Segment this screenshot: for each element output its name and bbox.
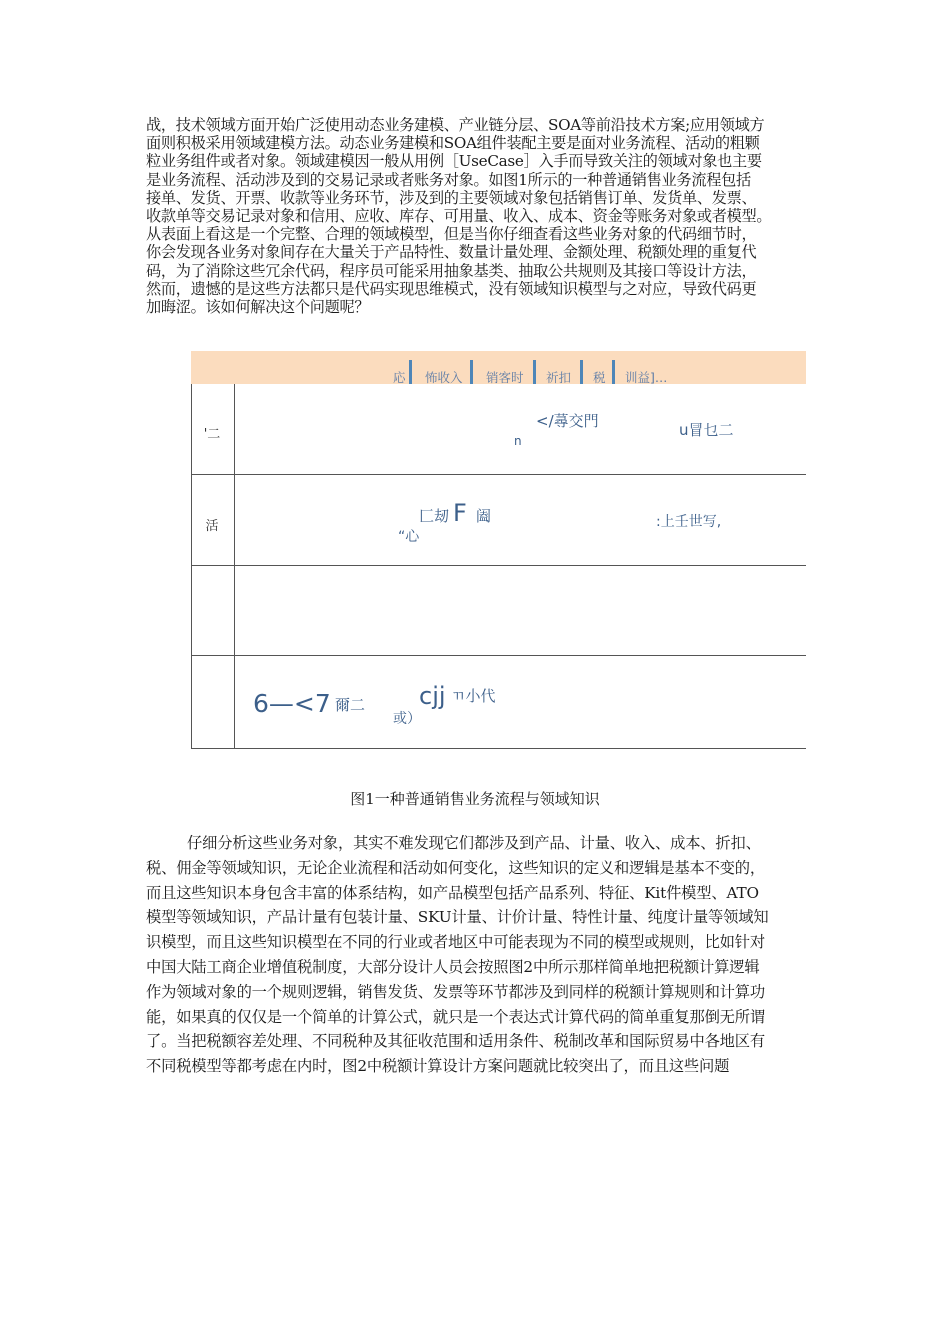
figure-cell-text: F: [453, 499, 467, 527]
text-line: 然而，遗憾的是这些方法都只是代码实现思维模式，没有领域知识模型与之对应，导致代码更: [146, 279, 757, 298]
header-item: 税: [593, 371, 606, 384]
figure-cell-text: :上壬世写,: [656, 514, 722, 530]
intro-paragraph: [146, 116, 818, 316]
figure-cell-text: 阖: [476, 507, 492, 525]
figure-cell-text: 6—<7: [253, 689, 331, 718]
text-line: 不同税模型等都考虑在内时，图2中税额计算设计方案问题就比较突出了，而且这些问题: [146, 1057, 730, 1076]
header-item: 训益]…: [625, 371, 668, 384]
figure-cell-text: </蕁交門: [536, 412, 599, 430]
figure-cell-text: u冒乜二: [679, 421, 734, 439]
row-label: '二: [203, 427, 221, 442]
header-divider: [533, 360, 536, 384]
text-line: 中国大陆工商企业增值税制度，大部分设计人员会按照图2中所示那样简单地把税额计算逻辑: [146, 957, 760, 976]
body-paragraph: [146, 831, 802, 1079]
text-line: 粒业务组件或者对象。领域建模因一般从用例［UseCase］入手而导致关注的领域对象也主要: [146, 152, 762, 171]
text-line: 你会发现各业务对象间存在大量关于产品特性、数量计量处理、金额处理、税额处理的重复代: [146, 243, 757, 262]
text-line: 战，技术领域方面开始广泛使用动态业务建模、产业链分层、SOA等前沿技术方案;应用领域方: [146, 116, 765, 134]
header-divider: [612, 360, 615, 384]
figure-cell-text: 匚刼: [419, 507, 450, 525]
text-line: 而且这些知识本身包含丰富的体系结构，如产品模型包括产品系列、特征、Kit件模型、ATO: [146, 883, 759, 902]
figure-cell-text: “心: [398, 529, 420, 545]
header-divider: [580, 360, 583, 384]
text-line: 作为领域对象的一个规则逻辑，销售发货、发票等环节都涉及到同样的税额计算规则和计算功: [146, 982, 765, 1001]
text-line: 码，为了消除这些冗余代码，程序员可能采用抽象基类、抽取公共规则及其接口等设计方法，: [146, 261, 757, 280]
row-label: 活: [205, 519, 219, 534]
figure-cell-text: n: [514, 434, 522, 448]
figure-cell-text: cjj: [419, 682, 446, 710]
text-line: 加晦涩。该如何解决这个问题呢？: [146, 298, 370, 317]
text-line: 税、佣金等领域知识，无论企业流程和活动如何变化，这些知识的定义和逻辑是基本不变的，: [146, 858, 765, 877]
row-divider: [191, 748, 806, 749]
header-item: 祈扣: [546, 371, 572, 384]
text-line: 从表面上看这是一个完整、合理的领域模型，但是当你仔细查看这些业务对象的代码细节时，: [146, 225, 757, 244]
text-line: 收款单等交易记录对象和信用、应收、库存、可用量、收入、成本、资金等账务对象或者模型。: [146, 207, 772, 226]
row-divider: [191, 565, 806, 566]
text-line: 能，如果真的仅仅是一个简单的计算公式，就只是一个表达式计算代码的简单重复那倒无所谓: [146, 1007, 765, 1026]
text-line: 接单、发货、开票、收款等业务环节，涉及到的主要领域对象包括销售订单、发货单、发票、: [146, 188, 757, 207]
figure-caption: 图1一种普通销售业务流程与领域知识: [350, 790, 600, 808]
sales-process-figure: [191, 351, 806, 749]
row-divider: [191, 655, 806, 656]
text-line: 是业务流程、活动涉及到的交易记录或者账务对象。如图1所示的一种普通销售业务流程包括: [146, 170, 751, 189]
header-item: 応: [393, 371, 406, 384]
header-divider: [409, 360, 412, 384]
figure-cell-text: 或）: [393, 711, 421, 727]
text-line: 模型等领域知识，产品计量有包装计量、SKU计量、计价计量、特性计量、纯度计量等领域知: [146, 908, 769, 927]
text-line: 识模型，而且这些知识模型在不同的行业或者地区中可能表现为不同的模型或规则，比如针对: [146, 933, 765, 952]
text-line: 仔细分析这些业务对象，其实不难发现它们都涉及到产品、计量、收入、成本、折扣、: [187, 834, 761, 852]
text-line: 了。当把税额容差处理、不同税种及其征收范围和适用条件、税制改革和国际贸易中各地区有: [146, 1032, 765, 1051]
figure-cell-text: 爾二: [335, 696, 366, 714]
header-item: 销客时: [486, 371, 524, 384]
header-item: 怖收入: [425, 371, 463, 384]
figure-cell-text: ㄲ小代: [451, 687, 496, 705]
text-line: 面则积极采用领域建模方法。动态业务建模和SOA组件装配主要是面对业务流程、活动的粗颗: [146, 134, 760, 153]
row-divider: [191, 474, 806, 475]
header-divider: [470, 360, 473, 384]
